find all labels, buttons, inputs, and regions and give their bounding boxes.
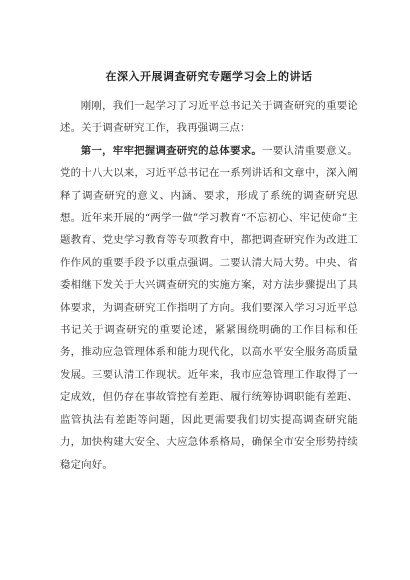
section-one-body: 一要认清重要意义。党的十八大以来，习近平总书记在一系列讲话和文章中，深入阐释了调查研究的意义、内涵、要求，形成了系统的调查研究思想。近年来开展的“两学一做”学习教育“不忘初心、牢记使命”主题教育、党史学习教育等专项教育中，都把调查研究作为改进工作作风的重要手段予以重点强调。二要认清大局大势。中央、省委相继下发关于大兴调查研究的实施方案，对方法步骤提出了具体要求，为调查研究工作指明了方向。我们要深入学习习近平总书记关于调查研究的重要论述，紧紧围绕明确的工作目标和任务，推动应急管理体系和能力现代化，以高水平安全服务高质量发展。三要认清工作现状。近年来，我市应急管理工作取得了一定成效，但仍存在事故管控有差距、履行统筹协调职能有差距、监管执法有差距等问题，因此更需要我们切实提高调查研究能力，加快构建大安全、大应急体系格局，确保全市安全形势持续稳定向好。 — [60, 144, 358, 471]
document-title: 在深入开展调查研究专题学习会上的讲话 — [105, 70, 313, 83]
section-one-lead: 第一，牢牢把握调查研究的总体要求。 — [80, 144, 263, 157]
section-one-paragraph — [60, 140, 358, 476]
intro-paragraph: 刚刚，我们一起学习了习近平总书记关于调查研究的重要论述。关于调查研究工作，我再强调三点： — [60, 100, 358, 135]
